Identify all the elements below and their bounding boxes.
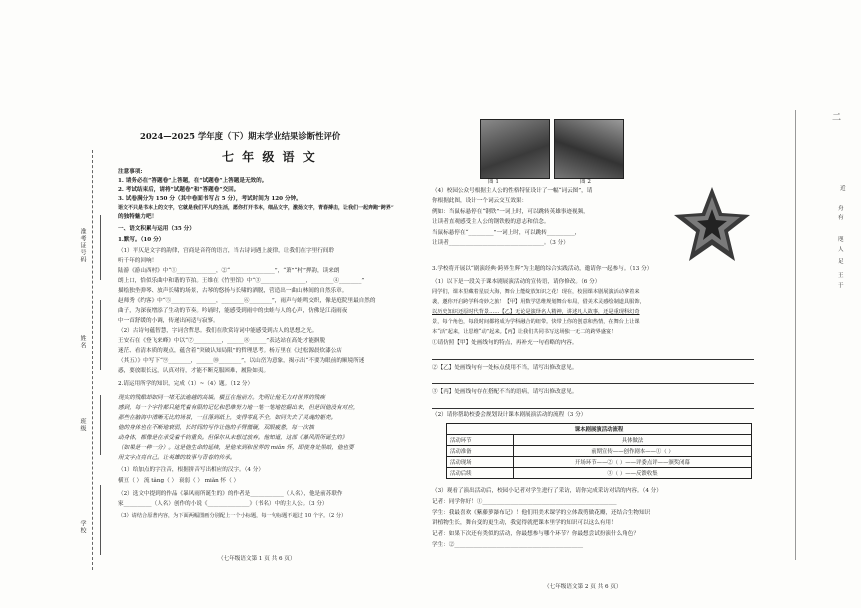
q1-line: 王安石在《登飞来峰》中以“⑦__________，______⑧______”表达站在高处才能摒脱 — [118, 338, 326, 344]
subject-title: 七 年 级 语 文 — [222, 150, 317, 164]
section-1-heading: 一、语文积累与运用（35 分） — [118, 226, 195, 232]
margin-label-class: 班级 — [79, 418, 86, 432]
q3-title: 3.学校将开展以“剧演经典·跨界生辉”为主题的综合实践活动，邀请你一起参与。（13 分） — [432, 266, 653, 272]
q1-title: 1.默写。（10 分） — [118, 237, 165, 243]
figure-2-label: 图 2 — [580, 179, 591, 185]
table-cell: ③（ ）——反馈收集 — [514, 468, 752, 479]
table-cell: 活动后续 — [447, 468, 514, 479]
q3-sub1: （1）以下是一段关于课本剧展演活动的宣传语，请你修改。（6 分） — [432, 279, 601, 285]
q1-line: 赵师秀《约客》中“⑤________________，________⑥________”，雨声与蛙鸣交织，像是庭院里最自然的 — [118, 298, 376, 304]
promo-question-2: ②【乙】处画线句有一处标点使用不当，请写出修改意见。 — [432, 365, 578, 371]
margin-label-exam-id: 准考证号码 — [79, 228, 86, 263]
promo-line: 景，每个角色，每段时间都将成为学科融合的纽带。快带上你的创意和热情，在舞台上让课 — [432, 319, 640, 325]
page-2-footer: （七年级语文第 2 页 共 6 页） — [544, 584, 622, 590]
cropped-char: 咫 — [838, 237, 844, 243]
q1-line: 听千年的回响！ — [118, 258, 158, 264]
q2-sub4-line: 你根据此图，设计一个词云交互效果： — [432, 198, 528, 204]
margin-line — [100, 215, 101, 280]
cropped-char: 近 — [840, 186, 846, 192]
margin-line — [100, 395, 101, 455]
margin-line — [100, 300, 101, 370]
q3-sub3-line: 学生：②______________________________________________ — [432, 542, 584, 548]
next-page-section-mark: 二 — [832, 113, 842, 123]
promo-question-3: ③【丙】处画线句存在搭配不当的语病，请写出修改意见。 — [432, 389, 578, 395]
margin-label-name: 姓名 — [79, 335, 86, 349]
q3-sub3-line: 记者：如果下次还有类似的活动，你最想参与哪个环节？你最想尝试扮演什么角色？ — [432, 531, 639, 537]
q3-sub2: （2）请你帮助校委会规划设计课本剧展演活动的流程（3 分） — [432, 412, 587, 418]
q1-line: 迷茫、看清本质的观点，蕴含着“突破认知局限”的哲理思考。杨万里在《过松源晨炊漆公店 — [118, 348, 342, 354]
table-cell: 活动现场 — [447, 457, 514, 468]
table-row — [447, 457, 752, 468]
q2-sub2b: 家__________（人名）创作的小说《_______________》（书名）中的主人公。（3 分） — [118, 501, 328, 507]
pinyin-row: 横亘（ ） 流 tǎng（ ） 衰弱（ ） miǎn 怀（ ） — [118, 478, 240, 484]
margin-label-school: 学校 — [79, 520, 86, 534]
notice-2: 2. 考试结束后，请将“试题卷”和“答题卷”交回。 — [118, 187, 240, 193]
q2-sub3: （3）请结合原著内容，为下面两幅图画分别配上一个小标题，每一句标题不超过 10 个字。（2 分） — [118, 513, 347, 519]
figure-1-image — [480, 119, 550, 179]
promo-line: 本“活”起来，让思维“动”起来。【丙】让我们共同书写这场独一无二的跨界盛宴！ — [432, 329, 617, 335]
q1-line: 曲子，为深夜增添了生动的节奏。吟诵时，能感受到雨中的虫蛙与人的心声，仿佛是江南雨夜 — [118, 308, 348, 314]
passage-line: 他的身体也在不断地衰弱，长时间的写作让他的手臂僵硬，双眼疲惫，每一次抽 — [118, 425, 314, 431]
passage-line: （如果是一种一分）。这是他生命的延续，是他来到和世界的 miǎn 怀，即使身处黑暗，他也要 — [118, 445, 354, 451]
answer-line — [432, 359, 754, 360]
activity-flow-table — [446, 423, 752, 479]
q2-sub4-line: 例如：当鼠标悬停在“钢铁”一词上时，可以跳转英雄事迹视频， — [432, 209, 589, 215]
page-edge — [795, 110, 796, 560]
cropped-char: 于 — [838, 283, 844, 289]
passage-line: 用文字点亮自己。让英雄的故事与青春的传承。 — [118, 455, 236, 461]
cropped-char: 舟 — [838, 206, 844, 212]
q1-line: （1）平仄是文字的韵律，宫商是音符的语言，当古诗词遇上旋律，让我们在字里行间聆 — [118, 248, 335, 254]
promo-line: 同学们，课本里藏着星辰大海，舞台上能绽放知识之花！现在，校园课本剧展演活动拿着来 — [432, 289, 640, 295]
answer-line — [432, 383, 754, 384]
table-caption: 课本剧展演活动流程 — [447, 424, 752, 435]
q1-line: 朗上口，恰似乐曲中和谐的节拍。王维在《竹里馆》中“③________________，________④________” — [118, 278, 365, 284]
figure-1-label: 图 1 — [488, 179, 499, 185]
q2-sub4-line: 让读者__________________________________。（3 分） — [432, 240, 569, 246]
q3-sub3-intro: （3）观看了演出活动后，校园小记者对学生进行了采访，请你完成采访对话的内容。（4 分） — [432, 488, 662, 494]
exam-title: 2024—2025 学年度（下）期末学业结果诊断性评价 — [140, 131, 341, 141]
q2-sub4-line: （4）校园公众号根据主人公的性格特征设计了一幅“词云图”，请 — [432, 188, 593, 194]
passage-line: 现实的残酷却如同一堵无法逾越的高墙。横亘在他前方。先明让他无力对世界的残疾 — [118, 395, 325, 401]
right-page — [432, 115, 762, 595]
q2-title: 2.请运用所学的知识，完成（1）~（4）题。（12 分） — [118, 381, 254, 387]
passage-line: 那些在脑海中清晰无比的场景，一旦落到纸上，变得零乱不全，如同失去了灵魂的躯壳。 — [118, 415, 337, 421]
cropped-char: 王 — [838, 273, 844, 279]
cropped-char: 足 — [838, 259, 844, 265]
promo-line: 以历史知识还原时代背景……【乙】无论是演绎名人精神，讲述凡人故事，还是重现科幻奇 — [432, 309, 640, 315]
table-header-cell: 活动环节 — [447, 435, 514, 446]
table-row — [447, 435, 752, 446]
promo-line: 袭，邀你开启跨学科奇妙之旅！【甲】用数学思维规划舞台布局，借美术灵感绘制道具服饰， — [432, 299, 645, 305]
notice-heading: 注意事项: — [118, 169, 143, 175]
notice-3: 3. 试卷满分为 150 分（其中卷面书写占 5 分），考试时间为 120 分钟。 — [118, 196, 302, 202]
q1-line: 惑，要放眼长远，认真对待，才能不断克服困难，履险如夷。 — [118, 368, 270, 374]
page-1-footer: （七年级语文第 1 页 共 6 页） — [218, 556, 296, 562]
notice-4: 语文不只是书本上的文字，它就是我们平凡的生活，愿你打开书本，细品文字，激扬文字，青春搏击，让我们一起奔跑“跨界” — [118, 205, 394, 211]
q2-sub4-line: 当鼠标悬停在“_________”一词上时，可以跳转__________， — [432, 230, 581, 236]
promo-question-1: ①请仿照【甲】处画线句的特点，再补充一句看略的内容。 — [432, 340, 578, 346]
figure-2-image — [554, 119, 624, 179]
cropped-char: 人 — [838, 247, 844, 253]
word-cloud-star-image — [672, 185, 752, 265]
q1-line: （2）古诗句蕴智慧，字词含哲思。我们在欣赏诗词中能感受到古人的思想之光。 — [118, 328, 318, 334]
answer-line — [432, 408, 754, 409]
notice-5: 的独特魅力吧！ — [118, 214, 158, 220]
table-cell: 活动准备 — [447, 446, 514, 457]
notice-1: 1. 请务必在“答题卷”上答题，在“试题卷”上答题是无效的。 — [118, 178, 268, 184]
q2-sub2a: （2）选文中提到的作品《暴风雨所诞生的》的作者是____________（人名），他是前苏联作 — [118, 491, 343, 497]
table-row — [447, 446, 752, 457]
q2-sub4-line: 让读者直观感受主人公的钢铁般的意志和信念。 — [432, 219, 550, 225]
q1-line: 陆游《游山西村》中“①______________，②“________________”，“萧”“村”押韵，读来朗 — [118, 268, 340, 274]
passage-line: 感到，每一个字符都只能凭着有限的记忆和思维努力地一笔一笔地挖掘出来，但是因他没有对应， — [118, 405, 359, 411]
q3-sub3-line: 讲植物生长，舞台变的更生动，我觉得就把课本里学的知识可以这么有用！ — [432, 520, 617, 526]
passage-line: 动身体，都像是在承受着千钧重负。但保尔从未想过放弃。他知道，这部《暴风雨所诞生的》 — [118, 435, 348, 441]
q2-sub1: （1）给加点的字注音，根据拼音写出相应的汉字。（4 分） — [118, 467, 264, 473]
table-row — [447, 468, 752, 479]
q1-line: （其五）》中写下“⑨________，______⑩________”，以山峦为意象，揭示出“不要为眼前的顺境所迷 — [118, 358, 365, 364]
table-cell: 开场环节——②（ ）——评委点评——颁奖闭幕 — [514, 457, 752, 468]
q3-sub3-line: 学生：我最喜欢《紫藤萝瀑布记》！他们用美术课学的立体裁剪做花瓣，还结合生物知识 — [432, 510, 651, 516]
q1-line: 中一首舒缓的小调，传递出闲适与寂寥。 — [118, 318, 219, 324]
binding-line — [92, 150, 93, 570]
table-cell: 前期宣传——创作剧本——①（ ） — [514, 446, 752, 457]
cropped-char: 有 — [838, 215, 844, 221]
table-header-cell: 具体做法 — [514, 435, 752, 446]
q1-line: 描绘独坐弹琴、放声长啸的场景，古琴的悠扬与长啸的洒脱，营造出一曲山林间的自然乐章。 — [118, 288, 348, 294]
margin-line — [100, 485, 101, 555]
q3-sub3-line: 记者：同学你好！①________________________________________________ — [432, 499, 617, 505]
